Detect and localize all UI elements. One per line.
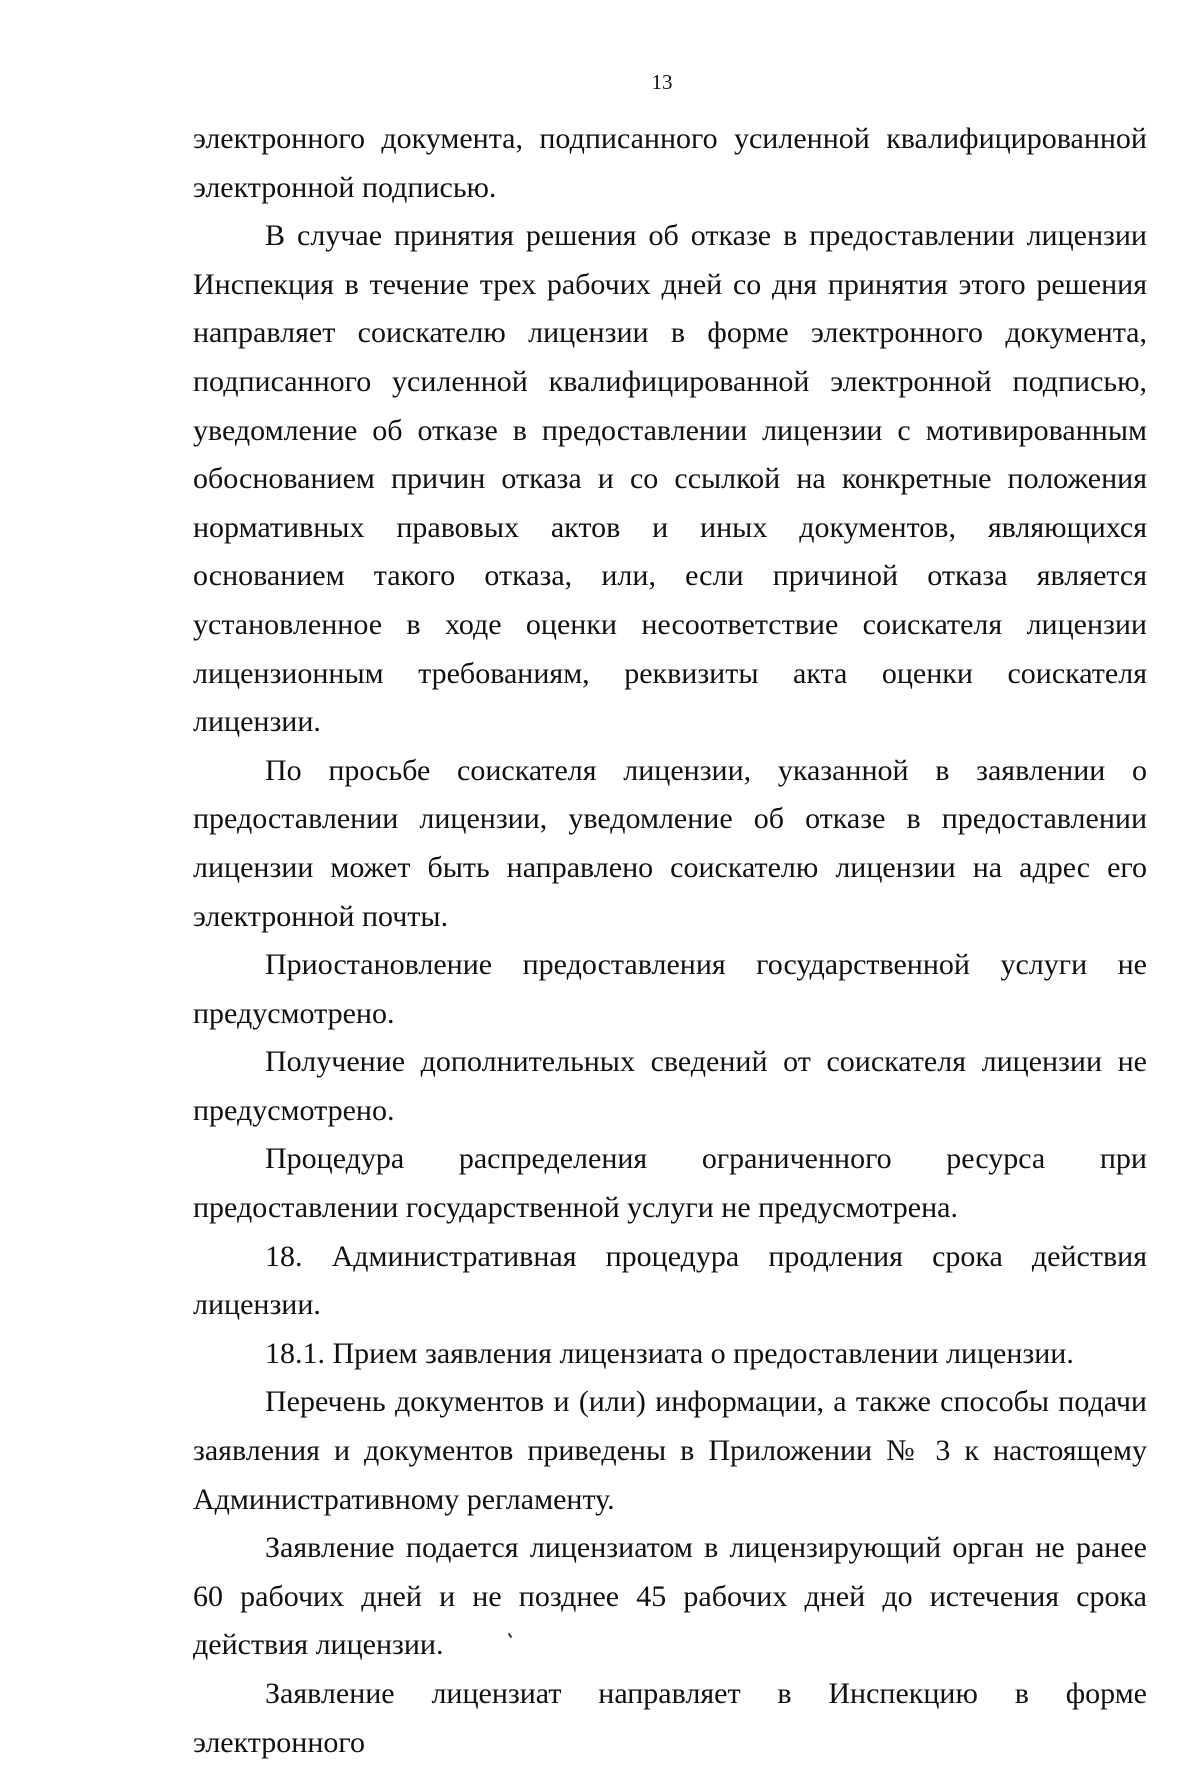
paragraph-electronic-submission: Заявление лицензиат направляет в Инспекцию в форме электронного: [193, 1677, 1147, 1759]
paragraph-suspension: Приостановление предоставления государственной услуги не предусмотрено.: [193, 948, 1147, 1030]
paragraph-refusal-decision: В случае принятия решения об отказе в предоставлении лицензии Инспекция в течение трех рабочих дней со дня принятия этого решения направляет соискателю лицензии в форме электронного документа, подписанного усиленной квалифицированной электронной подписью, уведомление об отказе в предоставлении лицензии с мотивированным обоснованием причин отказа и со ссылкой на конкретные положения нормативных правовых актов и иных документов, являющихся основанием такого отказа, или, если причиной отказа является установленное в ходе оценки несоответствие соискателя лицензии лицензионным требованиям, реквизиты акта оценки соискателя лицензии.: [193, 219, 1147, 739]
paragraph-resource-distribution: Процедура распределения ограниченного ресурса при предоставлении государственной услуги не предусмотрена.: [193, 1142, 1147, 1225]
page-number: 13: [651, 70, 673, 94]
paragraph-continuation: электронного документа, подписанного усиленной квалифицированной электронной подписью.: [193, 122, 1147, 204]
document-body: [193, 115, 1147, 1767]
paragraph-submission-deadline: Заявление подается лицензиатом в лицензирующий орган не ранее 60 рабочих дней и не позднее 45 рабочих дней до истечения срока действия лицензии.: [193, 1531, 1147, 1662]
paragraph-email-request: По просьбе соискателя лицензии, указанной в заявлении о предоставлении лицензии, уведомление об отказе в предоставлении лицензии может быть направлено соискателю лицензии на адрес его электронной почты.: [193, 753, 1147, 933]
section-heading-18: 18. Административная процедура продления срока действия лицензии.: [193, 1239, 1147, 1322]
paragraph-additional-info: Получение дополнительных сведений от соискателя лицензии не предусмотрено.: [193, 1045, 1147, 1127]
paragraph-documents-list: Перечень документов и (или) информации, а также способы подачи заявления и документов приведены в Приложении № 3 к настоящему Административному регламенту.: [193, 1385, 1147, 1516]
subsection-heading-18-1: 18.1. Прием заявления лицензиата о предоставлении лицензии.: [265, 1336, 1074, 1370]
